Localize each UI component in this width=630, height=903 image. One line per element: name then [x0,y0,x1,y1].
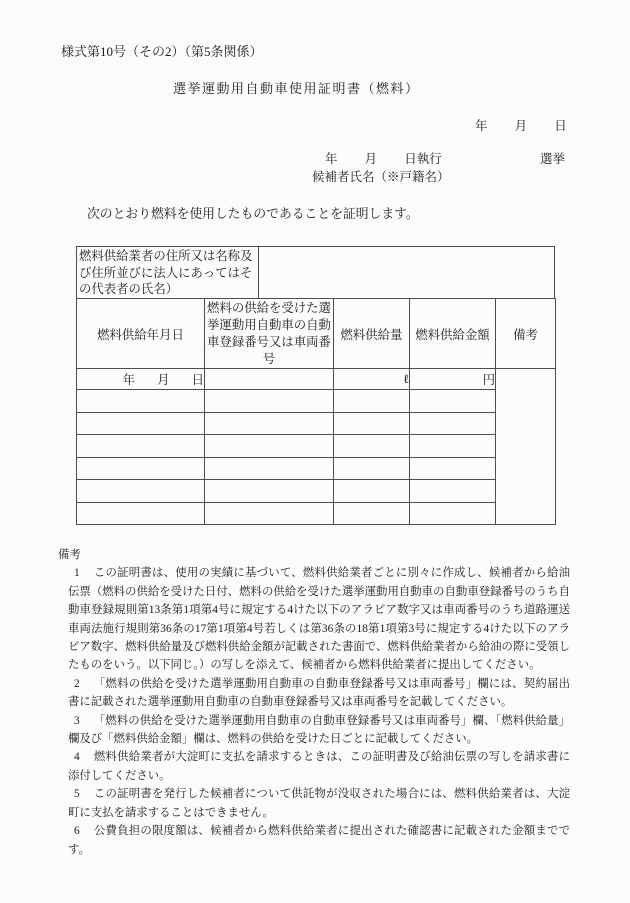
notes-label: 備考 [58,549,81,561]
note-text: 燃料供給業者が大淀町に支払を請求するときは、この証明書及び給油伝票の写しを請求書に添付してください。 [68,751,570,782]
empty-cell [77,435,205,458]
note-text: この証明書を発行した候補者について供託物が没収された場合には、燃料供給業者は、大淀町に支払を請求することはできません。 [68,788,570,819]
empty-cell [334,435,410,458]
col-header-supply-date: 燃料供給年月日 [77,299,205,369]
table-row [77,480,556,503]
supplier-value-cell [259,247,554,298]
certification-statement: 次のとおり燃料を使用したものであることを証明します。 [87,207,419,221]
table-row [77,390,556,413]
empty-cell [334,480,410,503]
candidate-name-label: 候補者氏名（※戸籍名） [312,170,450,184]
empty-cell [410,480,496,503]
empty-cell [410,435,496,458]
empty-cell [334,457,410,480]
remarks-cell [496,369,556,525]
supplier-label: 燃料供給業者の住所又は名称及び住所並びに法人にあってはその代表者の氏名） [77,247,259,298]
col-header-supply-quantity: 燃料供給量 [334,299,410,369]
note-text: 「燃料の供給を受けた選挙運動用自動車の自動車登録番号又は車両番号」欄には、契約届出書に記載された選挙運動用自動車の自動車登録番号又は車両番号を記載してください。 [68,677,570,709]
empty-cell [77,502,205,525]
empty-cell [205,390,334,413]
empty-cell [334,390,410,413]
empty-cell [410,412,496,435]
note-item [58,675,570,712]
first-row-amount-unit: 円 [410,369,496,390]
note-number: 5 [74,788,80,801]
note-item [58,712,570,749]
empty-cell [205,412,334,435]
empty-cell [410,502,496,525]
note-item [58,822,570,859]
table-row [77,457,556,480]
col-header-remarks: 備考 [496,299,556,369]
col-header-supply-amount: 燃料供給金額 [410,299,496,369]
note-text: 「燃料の供給を受けた選挙運動用自動車の自動車登録番号又は車両番号」欄、「燃料供給量」欄及び「燃料供給金額」欄は、燃料の供給を受けた日ごとに記載してください。 [68,714,570,746]
note-text: 公費負担の限度額は、候補者から燃料供給業者に提出された確認書に記載された金額までです。 [68,825,570,856]
empty-cell [77,457,205,480]
note-number: 1 [74,567,80,580]
fuel-supply-table [76,246,555,525]
table-row [77,435,556,458]
empty-cell [77,412,205,435]
empty-cell [410,457,496,480]
document-title: 選挙運動用自動車使用証明書（燃料） [173,81,420,96]
note-item [58,564,570,674]
note-item [58,785,570,822]
header-row [77,299,556,369]
first-row-date: 年 月 日 [77,369,205,390]
election-execution-date: 年 月 日執行 [325,152,442,166]
fuel-supply-grid [76,298,556,525]
note-number: 4 [74,751,80,764]
empty-cell [334,502,410,525]
table-row [77,412,556,435]
form-number: 様式第10号（その2）（第5条関係） [61,44,263,59]
notes-section [58,546,570,859]
empty-cell [205,480,334,503]
empty-cell [205,502,334,525]
note-item [58,748,570,785]
note-text: この証明書は、使用の実績に基づいて、燃料供給業者ごとに別々に作成し、候補者から給油伝票（燃料の供給を受けた日付、燃料の供給を受けた選挙運動用自動車の自動車登録番号のうち自動車登録規則第13条第1項第4号に規定する4けた以下のアラビア数字又は車両番号のうち道路運送車両法施行規則第36条の17第1項第4号若しくは第36条の18第1項第3号に規定する4けた以下のアラビア数字、燃料供給量及び燃料供給金額が記載された書面で、燃料供給業者から給油の際に受領したものをいう。以下同じ。）の写しを添えて、候補者から燃料供給業者に提出してください。 [68,567,570,672]
empty-cell [77,480,205,503]
empty-cell [205,457,334,480]
issue-date-line: 年 月 日 [475,119,567,133]
note-number: 6 [74,825,80,838]
empty-cell [205,435,334,458]
note-number: 2 [74,677,80,690]
empty-cell [410,390,496,413]
first-row-quantity-unit: ℓ [334,369,410,390]
empty-cell [334,412,410,435]
first-row-vehicle-cell [205,369,334,390]
supplier-row [76,246,555,298]
note-number: 3 [74,714,80,727]
table-row [77,369,556,390]
table-row [77,502,556,525]
col-header-vehicle-number: 燃料の供給を受けた選挙運動用自動車の自動車登録番号又は車両番号 [205,299,334,369]
election-label: 選挙 [540,152,566,166]
empty-cell [77,390,205,413]
